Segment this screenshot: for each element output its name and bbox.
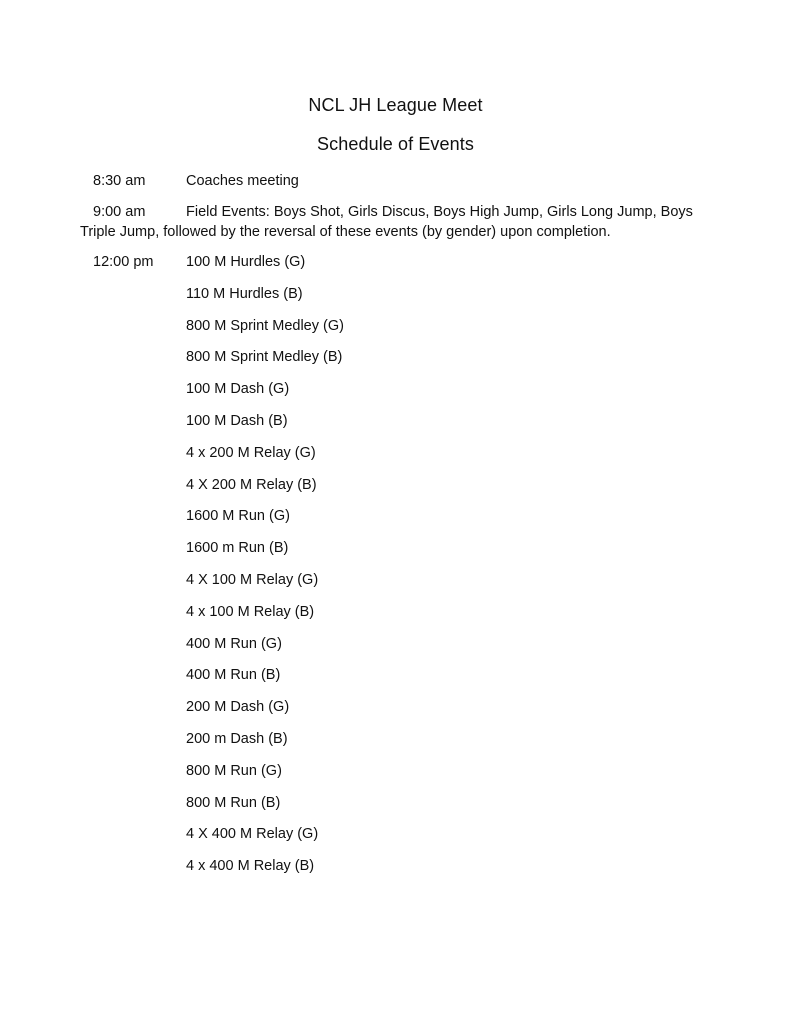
track-event-item: 4 x 100 M Relay (B) xyxy=(186,603,315,620)
track-event-item: 4 x 400 M Relay (B) xyxy=(186,858,315,875)
field-events-time: 9:00 am xyxy=(93,204,146,220)
track-event-item: 1600 M Run (G) xyxy=(186,508,290,525)
track-event-item: 110 M Hurdles (B) xyxy=(186,285,303,302)
track-event-item: 800 M Sprint Medley (G) xyxy=(186,317,344,334)
track-events-list xyxy=(186,252,344,888)
track-event-item: 100 M Dash (B) xyxy=(186,412,288,429)
track-event-item: 1600 m Run (B) xyxy=(186,540,289,557)
track-event-item: 4 X 200 M Relay (B) xyxy=(186,476,317,493)
track-event-item: 100 M Hurdles (G) xyxy=(186,254,306,270)
coaches-meeting-description: Coaches meeting xyxy=(186,173,299,189)
track-events-time: 12:00 pm xyxy=(93,254,154,270)
track-event-item: 800 M Run (G) xyxy=(186,762,282,779)
track-event-item: 200 M Dash (G) xyxy=(186,699,290,716)
document-subtitle: Schedule of Events xyxy=(317,134,474,154)
track-event-item: 400 M Run (G) xyxy=(186,635,282,652)
track-event-item: 4 x 200 M Relay (G) xyxy=(186,444,316,461)
track-event-item: 4 X 100 M Relay (G) xyxy=(186,571,319,588)
track-event-item: 200 m Dash (B) xyxy=(186,730,288,747)
field-events-description-line2: Triple Jump, followed by the reversal of these events (by gender) upon completion. xyxy=(80,224,611,240)
track-event-item: 4 X 400 M Relay (G) xyxy=(186,826,319,843)
track-event-item: 800 M Run (B) xyxy=(186,794,281,811)
track-event-item: 400 M Run (B) xyxy=(186,667,281,684)
document-title: NCL JH League Meet xyxy=(308,95,483,115)
field-events-description-line1: Field Events: Boys Shot, Girls Discus, Boys High Jump, Girls Long Jump, Boys xyxy=(186,204,693,220)
coaches-meeting-time: 8:30 am xyxy=(93,173,146,189)
track-event-item: 800 M Sprint Medley (B) xyxy=(186,349,343,366)
track-event-item: 100 M Dash (G) xyxy=(186,381,290,398)
